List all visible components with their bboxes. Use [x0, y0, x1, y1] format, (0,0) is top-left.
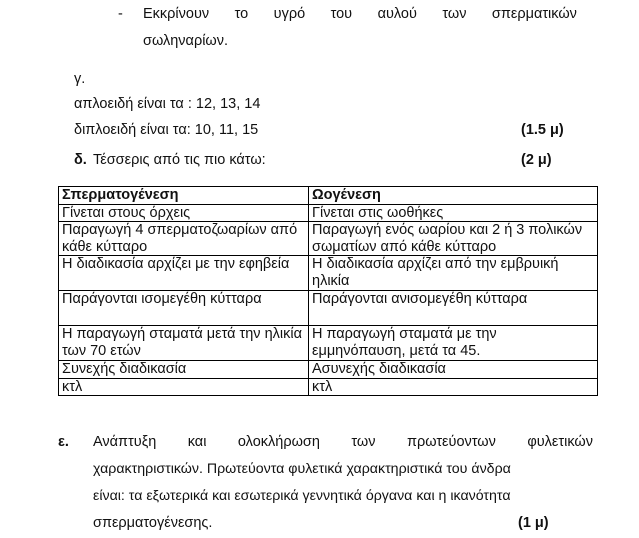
section-g-points: (1.5 μ) — [521, 122, 564, 138]
table-cell: Ασυνεχής διαδικασία — [309, 361, 598, 379]
header-spermatogenesis: Σπερματογένεση — [59, 187, 309, 205]
section-d-label: δ. — [74, 152, 87, 168]
table-cell: Παραγωγή ενός ωαρίου και 2 ή 3 πολικών σωματίων από κάθε κύτταρο — [309, 222, 598, 256]
table-row — [59, 204, 598, 222]
bullet-line-1 — [143, 6, 577, 22]
section-d-text: Τέσσερις από τις πιο κάτω: — [93, 152, 266, 168]
section-e-points: (1 μ) — [518, 515, 549, 531]
section-e-line-2: χαρακτηριστικών. Πρωτεύοντα φυλετικά χαρακτηριστικά του άνδρα — [93, 461, 511, 477]
bullet-line-2: σωληναρίων. — [143, 33, 229, 49]
table-cell: Παράγονται ανισομεγέθη κύτταρα — [309, 291, 598, 326]
table-cell: κτλ — [309, 378, 598, 396]
word: αυλού — [377, 6, 417, 22]
word: υγρό — [273, 6, 306, 22]
word: το — [234, 6, 249, 22]
word: ολοκλήρωση — [237, 434, 320, 450]
table-row — [59, 291, 598, 326]
table-cell: Γίνεται στους όρχεις — [59, 204, 309, 222]
section-e-line-1 — [93, 434, 593, 450]
section-e-line-3: είναι: τα εξωτερικά και εσωτερικά γεννητικά όργανα και η ικανότητα — [93, 488, 511, 504]
table-cell: Παραγωγή 4 σπερματοζωαρίων από κάθε κύτταρο — [59, 222, 309, 256]
word: και — [187, 434, 207, 450]
table-cell: Η παραγωγή σταματά με την εμμηνόπαυση, μετά τα 45. — [309, 326, 598, 361]
table-cell: κτλ — [59, 378, 309, 396]
table-header-row — [59, 187, 598, 205]
section-e-label: ε. — [58, 434, 69, 450]
table-row — [59, 326, 598, 361]
word: του — [330, 6, 353, 22]
table-cell: Γίνεται στις ωοθήκες — [309, 204, 598, 222]
section-g-label: γ. — [74, 71, 86, 87]
comparison-table — [58, 186, 598, 396]
table-row — [59, 361, 598, 379]
haploid-line: απλοειδή είναι τα : 12, 13, 14 — [74, 96, 261, 112]
table-cell: Η παραγωγή σταματά μετά την ηλικία των 70 ετών — [59, 326, 309, 361]
word: των — [351, 434, 376, 450]
word: πρωτεύοντων — [406, 434, 496, 450]
word: Ανάπτυξη — [93, 434, 157, 450]
header-oogenesis: Ωογένεση — [309, 187, 598, 205]
word: φυλετικών — [527, 434, 593, 450]
bullet-dash: - — [118, 6, 123, 22]
word: Εκκρίνουν — [143, 6, 210, 22]
table-row — [59, 378, 598, 396]
table-cell: Η διαδικασία αρχίζει με την εφηβεία — [59, 256, 309, 291]
diploid-line: διπλοειδή είναι τα: 10, 11, 15 — [74, 122, 259, 138]
table-row — [59, 222, 598, 256]
section-d-points: (2 μ) — [521, 152, 552, 168]
table-cell: Παράγονται ισομεγέθη κύτταρα — [59, 291, 309, 326]
section-e-line-4: σπερματογένεσης. — [93, 515, 213, 531]
table-cell: Συνεχής διαδικασία — [59, 361, 309, 379]
word: σπερματικών — [491, 6, 577, 22]
word: των — [442, 6, 467, 22]
table-row — [59, 256, 598, 291]
table-cell: Η διαδικασία αρχίζει από την εμβρυική ηλικία — [309, 256, 598, 291]
